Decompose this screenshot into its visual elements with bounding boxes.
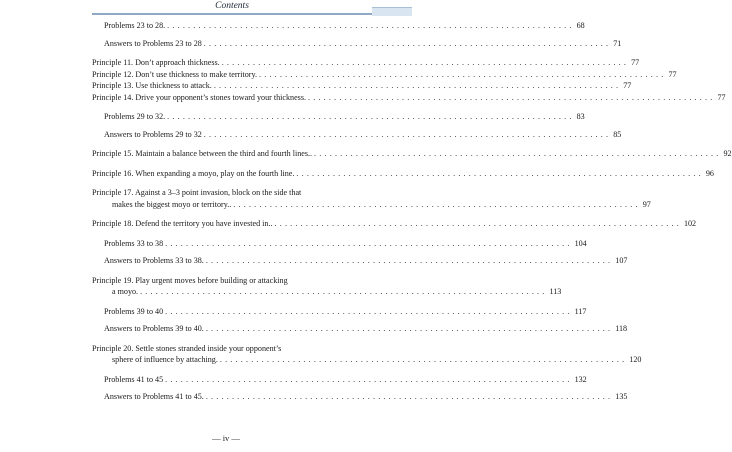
toc-entry-label: Problems 33 to 38 (104, 238, 164, 248)
toc-entry-label: Problems 41 to 45 (104, 374, 164, 384)
toc-entry[interactable] (92, 374, 587, 386)
header-rule (92, 13, 372, 15)
toc-entry[interactable] (92, 20, 585, 32)
toc-entry-label: Problems 23 to 28. (104, 21, 166, 30)
toc-entry-label: Answers to Problems 33 to 38. (104, 256, 204, 265)
dot-leader: .............................................................................. (219, 355, 628, 364)
dot-leader: .............................................................................. (203, 129, 612, 139)
table-of-contents (92, 20, 732, 403)
toc-entry[interactable] (92, 129, 622, 141)
toc-entry-page: 107 (615, 256, 628, 265)
toc-entry-label: Principle 18. Defend the territory you have invested in.. (92, 219, 273, 228)
dot-leader: .............................................................................. (167, 21, 575, 30)
toc-entry[interactable] (92, 218, 697, 230)
toc-entry-first-line: Principle 17. Against a 3–3 point invasion, block on the side that (92, 188, 302, 197)
dot-leader: .............................................................................. (314, 149, 722, 158)
toc-entry-label: Principle 13. Use thickness to attack. (92, 81, 212, 90)
toc-entry[interactable] (92, 199, 651, 211)
toc-entry-page: 92 (723, 149, 732, 158)
toc-entry-page: 132 (574, 374, 587, 384)
page-number: — iv — (212, 433, 240, 443)
dot-leader: .............................................................................. (165, 306, 573, 316)
toc-entry[interactable] (92, 148, 732, 160)
toc-entry[interactable] (92, 323, 628, 335)
toc-entry-label: Principle 15. Maintain a balance between the third and fourth lines.. (92, 149, 313, 158)
toc-entry[interactable] (92, 92, 726, 104)
dot-leader: .............................................................................. (165, 374, 573, 384)
toc-entry-page: 117 (574, 306, 587, 316)
toc-entry-label: Principle 14. Drive your opponent’s stones toward your thickness. (92, 92, 307, 102)
dot-leader: .............................................................................. (205, 256, 614, 265)
toc-entry-page: 77 (668, 69, 677, 79)
toc-entry-page: 118 (615, 324, 628, 333)
toc-entry-label: Problems 39 to 40 (104, 306, 164, 316)
toc-entry[interactable] (92, 80, 632, 92)
toc-entry-page: 120 (629, 355, 642, 364)
dot-leader: .............................................................................. (213, 81, 622, 90)
dot-leader: .............................................................................. (165, 238, 573, 248)
toc-entry-label: Principle 12. Don’t use thickness to make territory. (92, 69, 257, 79)
toc-entry-first-line: Principle 19. Play urgent moves before building or attacking (92, 275, 288, 285)
toc-entry-label: sphere of influence by attaching. (112, 355, 218, 364)
dot-leader: .............................................................................. (205, 392, 614, 401)
toc-entry-label: Principle 11. Don’t approach thickness. (92, 58, 220, 67)
dot-leader: .............................................................................. (274, 219, 682, 228)
toc-entry-page: 77 (623, 81, 632, 90)
toc-entry-page: 96 (705, 168, 714, 178)
toc-entry-label: Principle 16. When expanding a moyo, play on the fourth line. (92, 168, 295, 178)
toc-entry-label: Answers to Problems 41 to 45. (104, 392, 204, 401)
dot-leader: .............................................................................. (140, 287, 548, 296)
dot-leader: .............................................................................. (296, 168, 704, 178)
dot-leader: .............................................................................. (167, 112, 575, 121)
toc-entry[interactable] (92, 69, 677, 81)
toc-entry-label: Answers to Problems 29 to 32 (104, 129, 202, 139)
toc-entry-page: 83 (576, 112, 585, 121)
toc-entry-page: 102 (683, 219, 697, 228)
toc-entry[interactable] (92, 306, 587, 318)
toc-entry[interactable] (92, 238, 587, 250)
toc-entry-page: 135 (615, 392, 628, 401)
toc-entry-page: 68 (576, 21, 585, 30)
dot-leader: .............................................................................. (203, 38, 612, 48)
toc-entry[interactable] (92, 168, 714, 180)
page-header: Contents (215, 1, 249, 11)
dot-leader: .............................................................................. (221, 58, 630, 67)
toc-entry-label: Answers to Problems 23 to 28 (104, 38, 202, 48)
toc-entry[interactable] (92, 286, 562, 298)
toc-entry-first-line: Principle 20. Settle stones stranded inside your opponent’s (92, 343, 282, 353)
toc-entry[interactable] (92, 354, 642, 366)
toc-entry-label: makes the biggest moyo or territory.. (112, 199, 232, 209)
dot-leader: .............................................................................. (205, 324, 614, 333)
toc-entry-label: a moyo. (112, 287, 139, 296)
dot-leader: .............................................................................. (259, 69, 667, 79)
toc-entry-label: Problems 29 to 32. (104, 112, 166, 121)
toc-entry-page: 77 (631, 58, 640, 67)
dot-leader: .............................................................................. (308, 92, 716, 102)
toc-entry-page: 71 (613, 38, 622, 48)
toc-entry[interactable] (92, 57, 640, 69)
toc-entry[interactable] (92, 111, 585, 123)
toc-entry-page: 77 (717, 92, 726, 102)
toc-entry[interactable] (92, 38, 622, 50)
toc-entry-page: 97 (642, 199, 651, 209)
toc-entry-page: 104 (574, 238, 587, 248)
toc-entry[interactable] (92, 391, 628, 403)
dot-leader: .............................................................................. (233, 199, 641, 209)
toc-entry-page: 85 (613, 129, 622, 139)
toc-entry[interactable] (92, 255, 628, 267)
header-rule-accent (372, 7, 412, 16)
toc-entry-page: 113 (549, 287, 562, 296)
toc-entry-label: Answers to Problems 39 to 40. (104, 324, 204, 333)
